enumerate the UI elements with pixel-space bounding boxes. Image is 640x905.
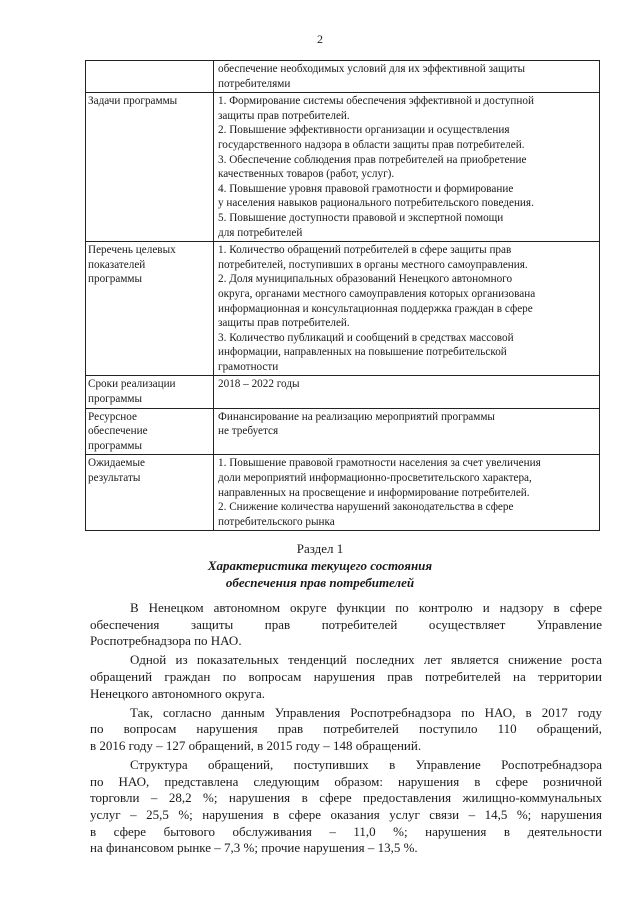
label-line: Ресурсное xyxy=(88,410,137,423)
text-line: информационная и консультационная поддержка граждан в сфере xyxy=(218,302,533,315)
row-content xyxy=(214,408,600,455)
row-label xyxy=(86,408,214,455)
body-text xyxy=(90,600,602,859)
text-line: 2018 – 2022 годы xyxy=(218,378,300,391)
table-row xyxy=(86,93,600,242)
paragraph xyxy=(90,652,602,702)
text-line: 3. Количество публикаций и сообщений в средствах массовой xyxy=(218,331,514,344)
text-line: 1. Повышение правовой грамотности населения за счет увеличения xyxy=(218,457,541,470)
table-row xyxy=(86,408,600,455)
label-line: Задачи программы xyxy=(88,95,178,108)
text-line: 2. Повышение эффективности организации и осуществления xyxy=(218,124,510,137)
text-line: информации, направленных на повышение потребительской xyxy=(218,346,507,359)
label-line: Перечень целевых xyxy=(88,244,176,257)
table-row xyxy=(86,376,600,408)
label-line: Ожидаемые xyxy=(88,457,145,470)
text-line: Одной из показательных тенденций последних лет является снижение роста xyxy=(130,652,602,668)
text-line: 3. Обеспечение соблюдения прав потребителей на приобретение xyxy=(218,153,527,166)
text-line: у населения навыков рационального потребительского поведения. xyxy=(218,197,534,210)
text-line: округа, органами местного самоуправления которых организована xyxy=(218,287,536,300)
text-line: 5. Повышение доступности правовой и экспертной помощи xyxy=(218,211,504,224)
text-line: Ненецкого автономного округа. xyxy=(90,685,265,701)
text-line: Так, согласно данным Управления Роспотребнадзора по НАО, в 2017 году xyxy=(130,704,602,720)
label-line: результаты xyxy=(88,472,141,485)
row-content xyxy=(214,376,600,408)
row-label xyxy=(86,455,214,531)
text-line: по вопросам нарушения прав потребителей поступило 110 обращений, xyxy=(90,721,602,737)
text-line: по НАО, представлена следующим образом: нарушения в сфере розничной xyxy=(90,773,602,789)
row-label xyxy=(86,93,214,242)
text-line: защиты прав потребителей. xyxy=(218,317,350,330)
row-content xyxy=(214,242,600,376)
text-line: Роспотребнадзора по НАО. xyxy=(90,633,242,649)
paragraph xyxy=(90,705,602,755)
label-line: программы xyxy=(88,393,142,406)
label-line: Сроки реализации xyxy=(88,378,176,391)
label-line: показателей xyxy=(88,258,146,271)
row-content xyxy=(214,455,600,531)
text-line: для потребителей xyxy=(218,226,303,239)
text-line: 2. Доля муниципальных образований Ненецкого автономного xyxy=(218,273,513,286)
text-line: Финансирование на реализацию мероприятий программы xyxy=(218,410,495,423)
text-line: не требуется xyxy=(218,425,279,438)
section-title-line: Характеристика текущего состояния xyxy=(207,558,433,573)
page-number: 2 xyxy=(317,32,323,46)
section-number: Раздел 1 xyxy=(296,541,344,556)
text-line: направленных на просвещение и информирование потребителей. xyxy=(218,486,530,499)
table-row xyxy=(86,61,600,93)
row-label xyxy=(86,376,214,408)
row-label xyxy=(86,61,214,93)
row-content xyxy=(214,93,600,242)
table-row xyxy=(86,242,600,376)
section-title-line: обеспечения прав потребителей xyxy=(225,575,415,590)
text-line: в сфере бытового обслуживания – 11,0 %; нарушения в деятельности xyxy=(90,823,602,839)
section-heading xyxy=(0,540,640,591)
text-line: государственного надзора в области защиты прав потребителей. xyxy=(218,138,525,151)
text-line: потребительского рынка xyxy=(218,515,335,528)
paragraph xyxy=(90,757,602,857)
text-line: обращений граждан по вопросам нарушения прав потребителей на территории xyxy=(90,668,602,684)
text-line: 4. Повышение уровня правовой грамотности и формирование xyxy=(218,182,514,195)
text-line: на финансовом рынке – 7,3 %; прочие нарушения – 13,5 %. xyxy=(90,840,418,856)
table-row xyxy=(86,455,600,531)
text-line: в 2016 году – 127 обращений, в 2015 году – 148 обращений. xyxy=(90,737,422,753)
row-content xyxy=(214,61,600,93)
text-line: грамотности xyxy=(218,360,279,373)
paragraph xyxy=(90,600,602,650)
text-line: торговли – 28,2 %; нарушения в сфере предоставления жилищно-коммунальных xyxy=(90,790,602,806)
text-line: В Ненецком автономном округе функции по контролю и надзору в сфере xyxy=(130,600,602,615)
text-line: Структура обращений, поступивших в Управление Роспотребнадзора xyxy=(130,757,602,773)
text-line: потребителей, поступивших в органы местного самоуправления. xyxy=(218,258,528,271)
text-line: 1. Формирование системы обеспечения эффективной и доступной xyxy=(218,95,534,108)
text-line: защиты прав потребителей. xyxy=(218,109,350,122)
text-line: качественных товаров (работ, услуг). xyxy=(218,168,395,181)
text-line: обеспечение необходимых условий для их эффективной защиты xyxy=(218,63,525,75)
text-line: потребителями xyxy=(218,77,291,90)
row-label xyxy=(86,242,214,376)
program-passport-table xyxy=(85,60,600,531)
label-line: обеспечение xyxy=(88,425,148,438)
text-line: 2. Снижение количества нарушений законодательства в сфере xyxy=(218,501,514,514)
label-line: программы xyxy=(88,439,142,452)
text-line: услуг – 25,5 %; нарушения в сфере оказания услуг связи – 14,5 %; нарушения xyxy=(90,806,602,822)
label-line: программы xyxy=(88,273,142,286)
text-line: обеспечения защиты прав потребителей осуществляет Управление xyxy=(90,616,602,632)
text-line: 1. Количество обращений потребителей в сфере защиты прав xyxy=(218,244,512,257)
text-line: доли мероприятий информационно-просветительского характера, xyxy=(218,472,532,485)
